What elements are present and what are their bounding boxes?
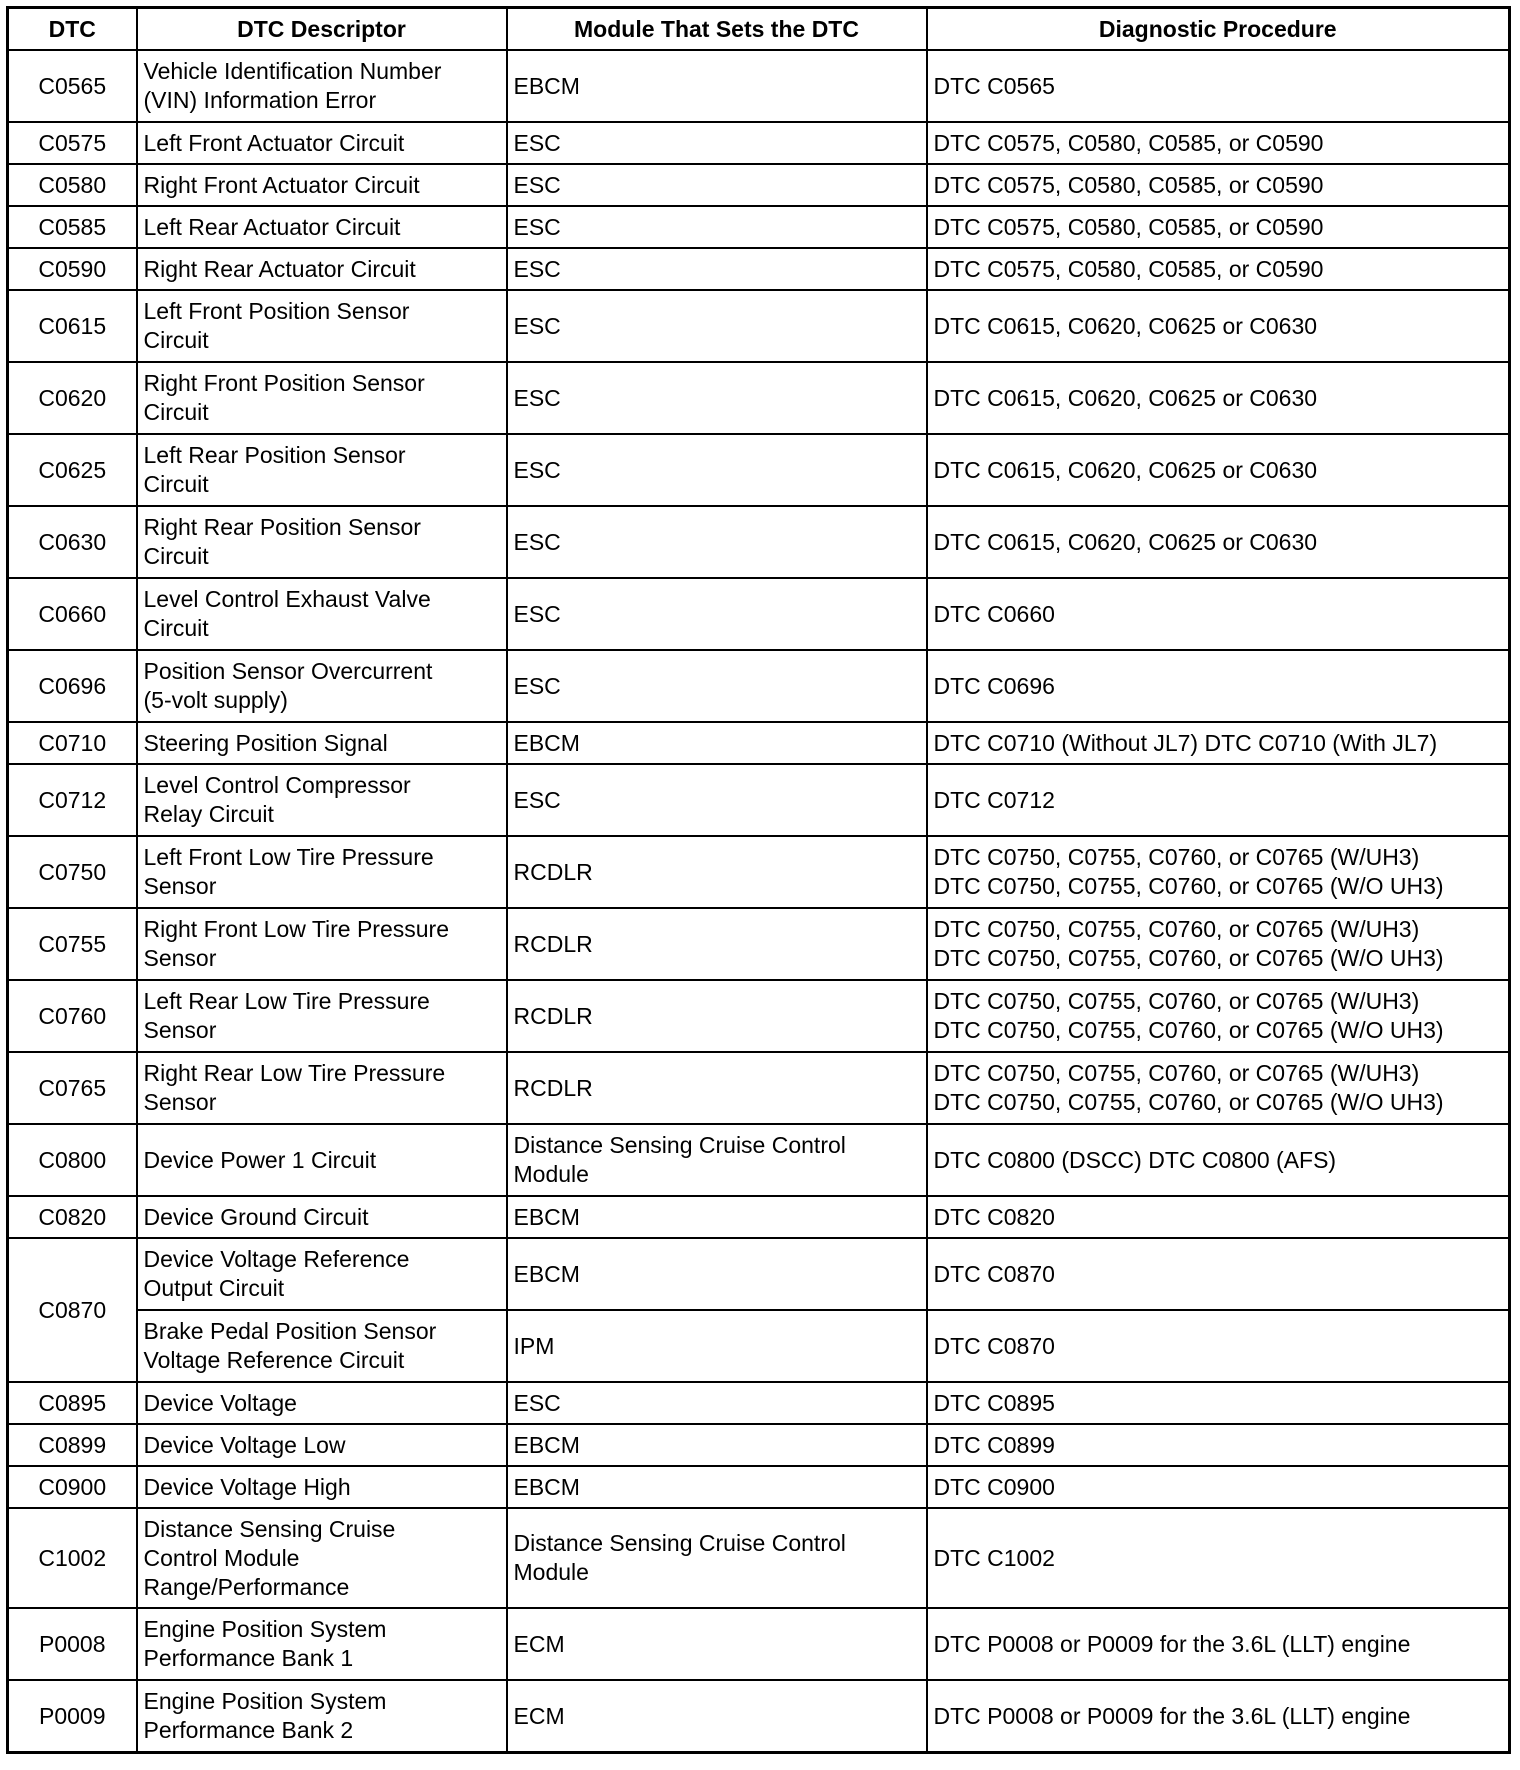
dtc-descriptor: Device Voltage Reference Output Circuit <box>137 1238 507 1310</box>
dtc-module: ESC <box>507 206 927 248</box>
dtc-code: C0820 <box>8 1196 137 1238</box>
table-row <box>8 722 1510 764</box>
dtc-table <box>6 6 1511 1754</box>
dtc-code: C0696 <box>8 650 137 722</box>
dtc-procedure: DTC C0615, C0620, C0625 or C0630 <box>927 362 1510 434</box>
header-module: Module That Sets the DTC <box>507 8 927 51</box>
dtc-procedure: DTC C0750, C0755, C0760, or C0765 (W/UH3) DTC C0750, C0755, C0760, or C0765 (W/O UH3) <box>927 1052 1510 1124</box>
dtc-code: C1002 <box>8 1508 137 1608</box>
table-row <box>8 1608 1510 1680</box>
dtc-descriptor: Device Power 1 Circuit <box>137 1124 507 1196</box>
table-row <box>8 1238 1510 1310</box>
dtc-descriptor: Brake Pedal Position Sensor Voltage Reference Circuit <box>137 1310 507 1382</box>
dtc-code: C0755 <box>8 908 137 980</box>
dtc-code: C0625 <box>8 434 137 506</box>
dtc-code: C0565 <box>8 50 137 122</box>
dtc-module: ESC <box>507 122 927 164</box>
dtc-procedure: DTC C0710 (Without JL7) DTC C0710 (With JL7) <box>927 722 1510 764</box>
dtc-procedure: DTC C0615, C0620, C0625 or C0630 <box>927 290 1510 362</box>
dtc-code: C0765 <box>8 1052 137 1124</box>
dtc-code: C0580 <box>8 164 137 206</box>
dtc-procedure: DTC C0899 <box>927 1424 1510 1466</box>
dtc-procedure: DTC C0800 (DSCC) DTC C0800 (AFS) <box>927 1124 1510 1196</box>
dtc-procedure: DTC C0615, C0620, C0625 or C0630 <box>927 506 1510 578</box>
table-row <box>8 434 1510 506</box>
dtc-code: C0895 <box>8 1382 137 1424</box>
table-row <box>8 836 1510 908</box>
table-row <box>8 164 1510 206</box>
table-row <box>8 908 1510 980</box>
table-row <box>8 290 1510 362</box>
table-row <box>8 1508 1510 1608</box>
dtc-module: ESC <box>507 506 927 578</box>
table-row <box>8 1680 1510 1753</box>
table-row <box>8 50 1510 122</box>
dtc-module: EBCM <box>507 722 927 764</box>
dtc-descriptor: Right Rear Low Tire Pressure Sensor <box>137 1052 507 1124</box>
dtc-descriptor: Right Rear Position Sensor Circuit <box>137 506 507 578</box>
dtc-module: ESC <box>507 764 927 836</box>
dtc-descriptor: Device Voltage <box>137 1382 507 1424</box>
dtc-module: IPM <box>507 1310 927 1382</box>
dtc-descriptor: Left Front Position Sensor Circuit <box>137 290 507 362</box>
dtc-code: P0008 <box>8 1608 137 1680</box>
dtc-descriptor: Distance Sensing Cruise Control Module Range/Performance <box>137 1508 507 1608</box>
dtc-module: ESC <box>507 434 927 506</box>
dtc-module: RCDLR <box>507 1052 927 1124</box>
dtc-module: ESC <box>507 578 927 650</box>
dtc-code: C0630 <box>8 506 137 578</box>
dtc-procedure: DTC C0575, C0580, C0585, or C0590 <box>927 164 1510 206</box>
table-row <box>8 1466 1510 1508</box>
dtc-code: C0712 <box>8 764 137 836</box>
dtc-descriptor: Left Front Actuator Circuit <box>137 122 507 164</box>
dtc-procedure: DTC C0870 <box>927 1310 1510 1382</box>
dtc-descriptor: Engine Position System Performance Bank 1 <box>137 1608 507 1680</box>
dtc-module: EBCM <box>507 50 927 122</box>
dtc-module: EBCM <box>507 1466 927 1508</box>
table-row <box>8 122 1510 164</box>
dtc-descriptor: Left Rear Low Tire Pressure Sensor <box>137 980 507 1052</box>
dtc-procedure: DTC C0565 <box>927 50 1510 122</box>
dtc-code: P0009 <box>8 1680 137 1753</box>
dtc-module: RCDLR <box>507 836 927 908</box>
dtc-code: C0710 <box>8 722 137 764</box>
table-row <box>8 206 1510 248</box>
dtc-descriptor: Left Rear Position Sensor Circuit <box>137 434 507 506</box>
dtc-procedure: DTC C0900 <box>927 1466 1510 1508</box>
dtc-procedure: DTC C0712 <box>927 764 1510 836</box>
dtc-descriptor: Left Front Low Tire Pressure Sensor <box>137 836 507 908</box>
dtc-procedure: DTC C0575, C0580, C0585, or C0590 <box>927 248 1510 290</box>
table-row <box>8 1424 1510 1466</box>
dtc-procedure: DTC C0750, C0755, C0760, or C0765 (W/UH3) DTC C0750, C0755, C0760, or C0765 (W/O UH3) <box>927 908 1510 980</box>
dtc-descriptor: Steering Position Signal <box>137 722 507 764</box>
dtc-module: ESC <box>507 1382 927 1424</box>
dtc-code: C0575 <box>8 122 137 164</box>
dtc-code: C0900 <box>8 1466 137 1508</box>
header-descriptor: DTC Descriptor <box>137 8 507 51</box>
dtc-procedure: DTC C0750, C0755, C0760, or C0765 (W/UH3) DTC C0750, C0755, C0760, or C0765 (W/O UH3) <box>927 836 1510 908</box>
dtc-descriptor: Level Control Compressor Relay Circuit <box>137 764 507 836</box>
dtc-code: C0615 <box>8 290 137 362</box>
table-row <box>8 1196 1510 1238</box>
table-row <box>8 1052 1510 1124</box>
dtc-module: Distance Sensing Cruise Control Module <box>507 1124 927 1196</box>
dtc-procedure: DTC C0696 <box>927 650 1510 722</box>
dtc-procedure: DTC P0008 or P0009 for the 3.6L (LLT) engine <box>927 1608 1510 1680</box>
table-row <box>8 1124 1510 1196</box>
dtc-descriptor: Left Rear Actuator Circuit <box>137 206 507 248</box>
dtc-module: RCDLR <box>507 908 927 980</box>
dtc-descriptor: Right Front Low Tire Pressure Sensor <box>137 908 507 980</box>
table-row <box>8 650 1510 722</box>
table-row <box>8 764 1510 836</box>
dtc-module: ESC <box>507 362 927 434</box>
table-row <box>8 1382 1510 1424</box>
dtc-code: C0660 <box>8 578 137 650</box>
header-procedure: Diagnostic Procedure <box>927 8 1510 51</box>
dtc-module: EBCM <box>507 1424 927 1466</box>
dtc-procedure: DTC C0870 <box>927 1238 1510 1310</box>
dtc-module: RCDLR <box>507 980 927 1052</box>
dtc-descriptor: Right Rear Actuator Circuit <box>137 248 507 290</box>
dtc-descriptor: Device Ground Circuit <box>137 1196 507 1238</box>
dtc-procedure: DTC C0820 <box>927 1196 1510 1238</box>
dtc-procedure: DTC C0895 <box>927 1382 1510 1424</box>
dtc-module: ESC <box>507 290 927 362</box>
dtc-descriptor: Right Front Position Sensor Circuit <box>137 362 507 434</box>
dtc-descriptor: Vehicle Identification Number (VIN) Information Error <box>137 50 507 122</box>
dtc-module: ECM <box>507 1608 927 1680</box>
dtc-module: ESC <box>507 248 927 290</box>
header-row <box>8 8 1510 51</box>
table-row <box>8 248 1510 290</box>
header-dtc: DTC <box>8 8 137 51</box>
dtc-procedure: DTC P0008 or P0009 for the 3.6L (LLT) engine <box>927 1680 1510 1753</box>
dtc-code: C0899 <box>8 1424 137 1466</box>
dtc-module: ESC <box>507 650 927 722</box>
dtc-procedure: DTC C1002 <box>927 1508 1510 1608</box>
dtc-procedure: DTC C0615, C0620, C0625 or C0630 <box>927 434 1510 506</box>
dtc-code: C0760 <box>8 980 137 1052</box>
dtc-procedure: DTC C0660 <box>927 578 1510 650</box>
dtc-module: Distance Sensing Cruise Control Module <box>507 1508 927 1608</box>
dtc-code: C0750 <box>8 836 137 908</box>
dtc-module: ESC <box>507 164 927 206</box>
dtc-procedure: DTC C0750, C0755, C0760, or C0765 (W/UH3) DTC C0750, C0755, C0760, or C0765 (W/O UH3) <box>927 980 1510 1052</box>
dtc-descriptor: Device Voltage Low <box>137 1424 507 1466</box>
dtc-module: EBCM <box>507 1196 927 1238</box>
table-row <box>8 506 1510 578</box>
dtc-code: C0800 <box>8 1124 137 1196</box>
table-row <box>8 578 1510 650</box>
table-row <box>8 362 1510 434</box>
dtc-code: C0620 <box>8 362 137 434</box>
table-row <box>8 980 1510 1052</box>
dtc-module: ECM <box>507 1680 927 1753</box>
dtc-code: C0590 <box>8 248 137 290</box>
table-row <box>8 1310 1510 1382</box>
dtc-code: C0870 <box>8 1238 137 1382</box>
dtc-procedure: DTC C0575, C0580, C0585, or C0590 <box>927 206 1510 248</box>
dtc-procedure: DTC C0575, C0580, C0585, or C0590 <box>927 122 1510 164</box>
dtc-code: C0585 <box>8 206 137 248</box>
dtc-descriptor: Level Control Exhaust Valve Circuit <box>137 578 507 650</box>
dtc-descriptor: Right Front Actuator Circuit <box>137 164 507 206</box>
dtc-descriptor: Position Sensor Overcurrent (5-volt supply) <box>137 650 507 722</box>
dtc-descriptor: Device Voltage High <box>137 1466 507 1508</box>
dtc-module: EBCM <box>507 1238 927 1310</box>
dtc-descriptor: Engine Position System Performance Bank 2 <box>137 1680 507 1753</box>
